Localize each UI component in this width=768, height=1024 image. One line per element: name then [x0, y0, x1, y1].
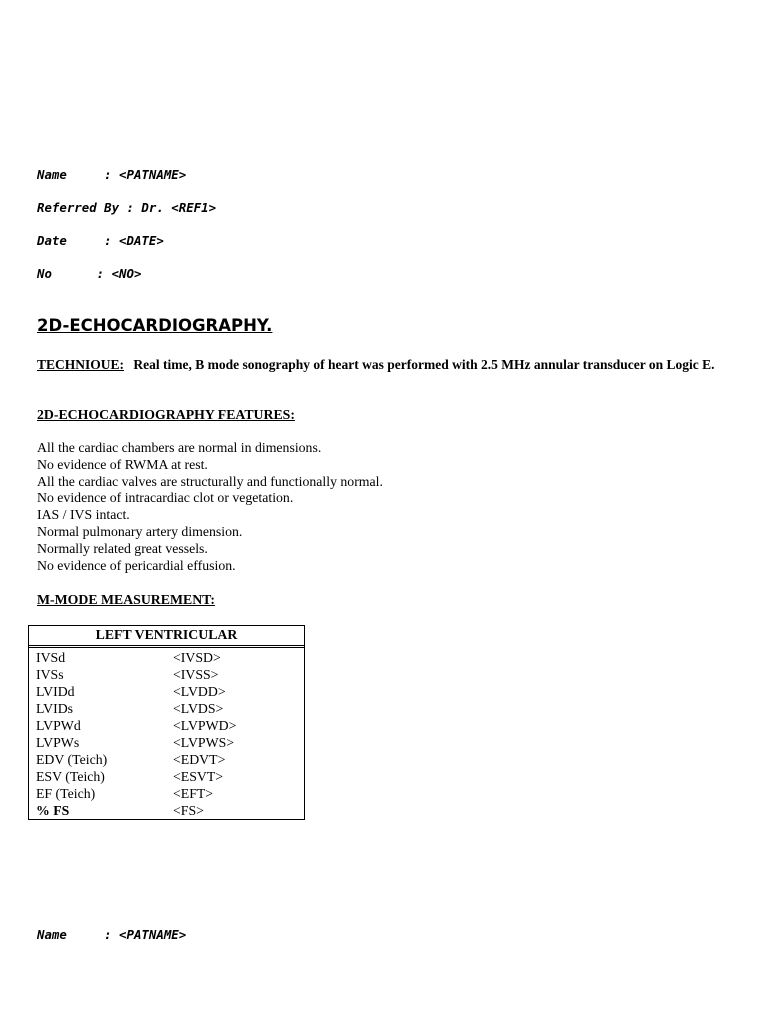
patient-name-line: Name : <PATNAME> [37, 167, 187, 182]
measurement-value: <IVSD> [173, 650, 221, 665]
technique-label: TECHNIOUE: [37, 357, 125, 372]
features-list [37, 440, 383, 574]
measurement-name: EF (Teich) [36, 786, 96, 801]
table-row [29, 700, 304, 717]
measurement-value: <LVPWS> [173, 735, 235, 750]
feature-item: IAS / IVS intact. [37, 507, 130, 523]
features-heading: 2D-ECHOCARDIOGRAPHY FEATURES: [37, 407, 295, 422]
mmode-heading: M-MODE MEASUREMENT: [37, 592, 215, 607]
measurement-name: % FS [36, 803, 70, 818]
table-row [29, 802, 304, 819]
measurement-value: <FS> [173, 803, 204, 818]
measurement-value: <IVSS> [173, 667, 219, 682]
table-row [29, 683, 304, 700]
feature-item: Normally related great vessels. [37, 540, 208, 556]
section-title: 2D-ECHOCARDIOGRAPHY. [37, 316, 273, 335]
measurement-name: EDV (Teich) [36, 752, 108, 767]
date-line: Date : <DATE> [37, 233, 164, 248]
measurement-name: IVSd [36, 650, 66, 665]
number-line: No : <NO> [37, 266, 142, 281]
technique-paragraph [37, 356, 742, 373]
measurement-value: <EDVT> [173, 752, 226, 767]
table-row [29, 666, 304, 683]
technique-text: Real time, B mode sonography of heart was performed with 2.5 MHz annular transducer on Logic E. [133, 357, 715, 372]
measurement-name: IVSs [36, 667, 64, 682]
footer-patient-name-line: Name : <PATNAME> [37, 927, 187, 942]
table-row [29, 768, 304, 785]
measurement-value: <LVDS> [173, 701, 224, 716]
feature-item: All the cardiac valves are structurally and functionally normal. [37, 473, 383, 489]
table-row [29, 734, 304, 751]
measurement-name: LVIDd [36, 684, 75, 699]
feature-item: No evidence of intracardiac clot or vegetation. [37, 490, 294, 506]
measurement-name: LVIDs [36, 701, 74, 716]
mmode-table-body [29, 648, 304, 819]
mmode-table [28, 625, 305, 820]
measurement-name: LVPWs [36, 735, 80, 750]
feature-item: No evidence of RWMA at rest. [37, 456, 208, 472]
measurement-name: ESV (Teich) [36, 769, 105, 784]
measurement-name: LVPWd [36, 718, 81, 733]
feature-item: All the cardiac chambers are normal in dimensions. [37, 440, 322, 455]
table-row [29, 717, 304, 734]
measurement-value: <LVDD> [173, 684, 226, 699]
table-row [29, 785, 304, 802]
table-row [29, 649, 304, 666]
mmode-table-title: LEFT VENTRICULAR [29, 626, 304, 648]
feature-item: No evidence of pericardial effusion. [37, 557, 236, 573]
feature-item: Normal pulmonary artery dimension. [37, 523, 243, 539]
measurement-value: <LVPWD> [173, 718, 237, 733]
measurement-value: <ESVT> [173, 769, 224, 784]
referred-by-line: Referred By : Dr. <REF1> [37, 200, 217, 215]
table-row [29, 751, 304, 768]
measurement-value: <EFT> [173, 786, 214, 801]
